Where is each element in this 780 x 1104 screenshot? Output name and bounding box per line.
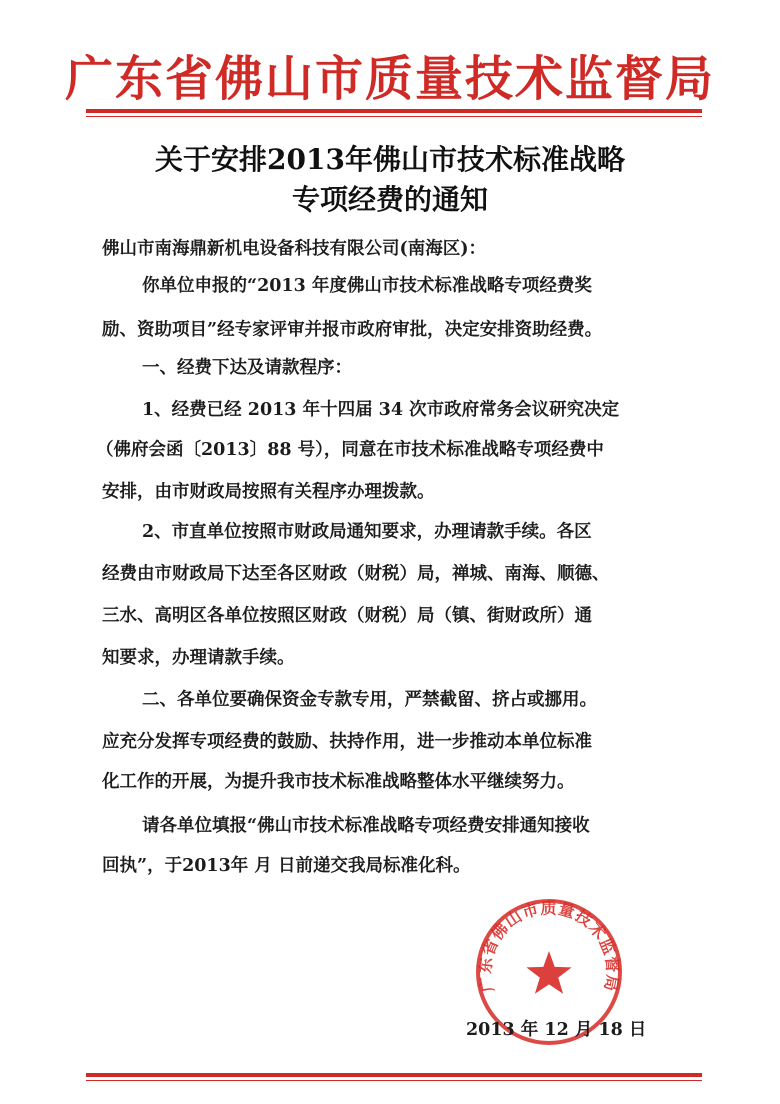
body-line: 请各单位填报“佛山市技术标准战略专项经费安排通知接收 [142,816,590,836]
footer-rule-thick [86,1073,702,1077]
seal-text: 广东省佛山市质量技术监督局 [475,898,623,994]
body-line: 励、资助项目”经专家评审并报市政府审批，决定安排资助经费。 [102,320,603,340]
body-line: 三水、高明区各单位按照区财政（财税）局（镇、街财政所）通 [102,606,592,626]
issue-date: 2013 年 12 月 18 日 [466,1020,647,1040]
body-line: 1、经费已经 2013 年十四届 34 次市政府常务会议研究决定 [142,400,620,420]
letterhead-rule-thin [86,116,702,117]
body-line: 安排，由市财政局按照有关程序办理拨款。 [102,482,435,502]
notice-title-line-1: 关于安排2013年佛山市技术标准战略 [155,143,625,176]
body-line: （佛府会函〔2013〕88 号），同意在市技术标准战略专项经费中 [96,440,604,460]
body-line: 2、市直单位按照市财政局通知要求，办理请款手续。各区 [142,522,592,542]
body-line: 化工作的开展，为提升我市技术标准战略整体水平继续努力。 [102,772,575,792]
section-heading: 二、各单位要确保资金专款专用，严禁截留、挤占或挪用。 [142,690,597,710]
letterhead-rule-thick [86,109,702,113]
body-line: 回执”，于2013年 月 日前递交我局标准化科。 [102,856,471,876]
section-heading: 一、经费下达及请款程序： [142,358,352,378]
letterhead-agency-name: 广东省佛山市质量技术监督局 [64,51,715,107]
body-line: 知要求，办理请款手续。 [102,648,295,668]
footer-rule-thin [86,1080,702,1081]
seal-star-icon [526,951,571,994]
addressee: 佛山市南海鼎新机电设备科技有限公司(南海区)： [102,239,487,259]
notice-title-line-2: 专项经费的通知 [291,183,488,216]
body-line: 你单位申报的“2013 年度佛山市技术标准战略专项经费奖 [142,276,592,296]
body-line: 经费由市财政局下达至各区财政（财税）局，禅城、南海、顺德、 [102,564,610,584]
body-line: 应充分发挥专项经费的鼓励、扶持作用，进一步推动本单位标准 [102,732,592,752]
